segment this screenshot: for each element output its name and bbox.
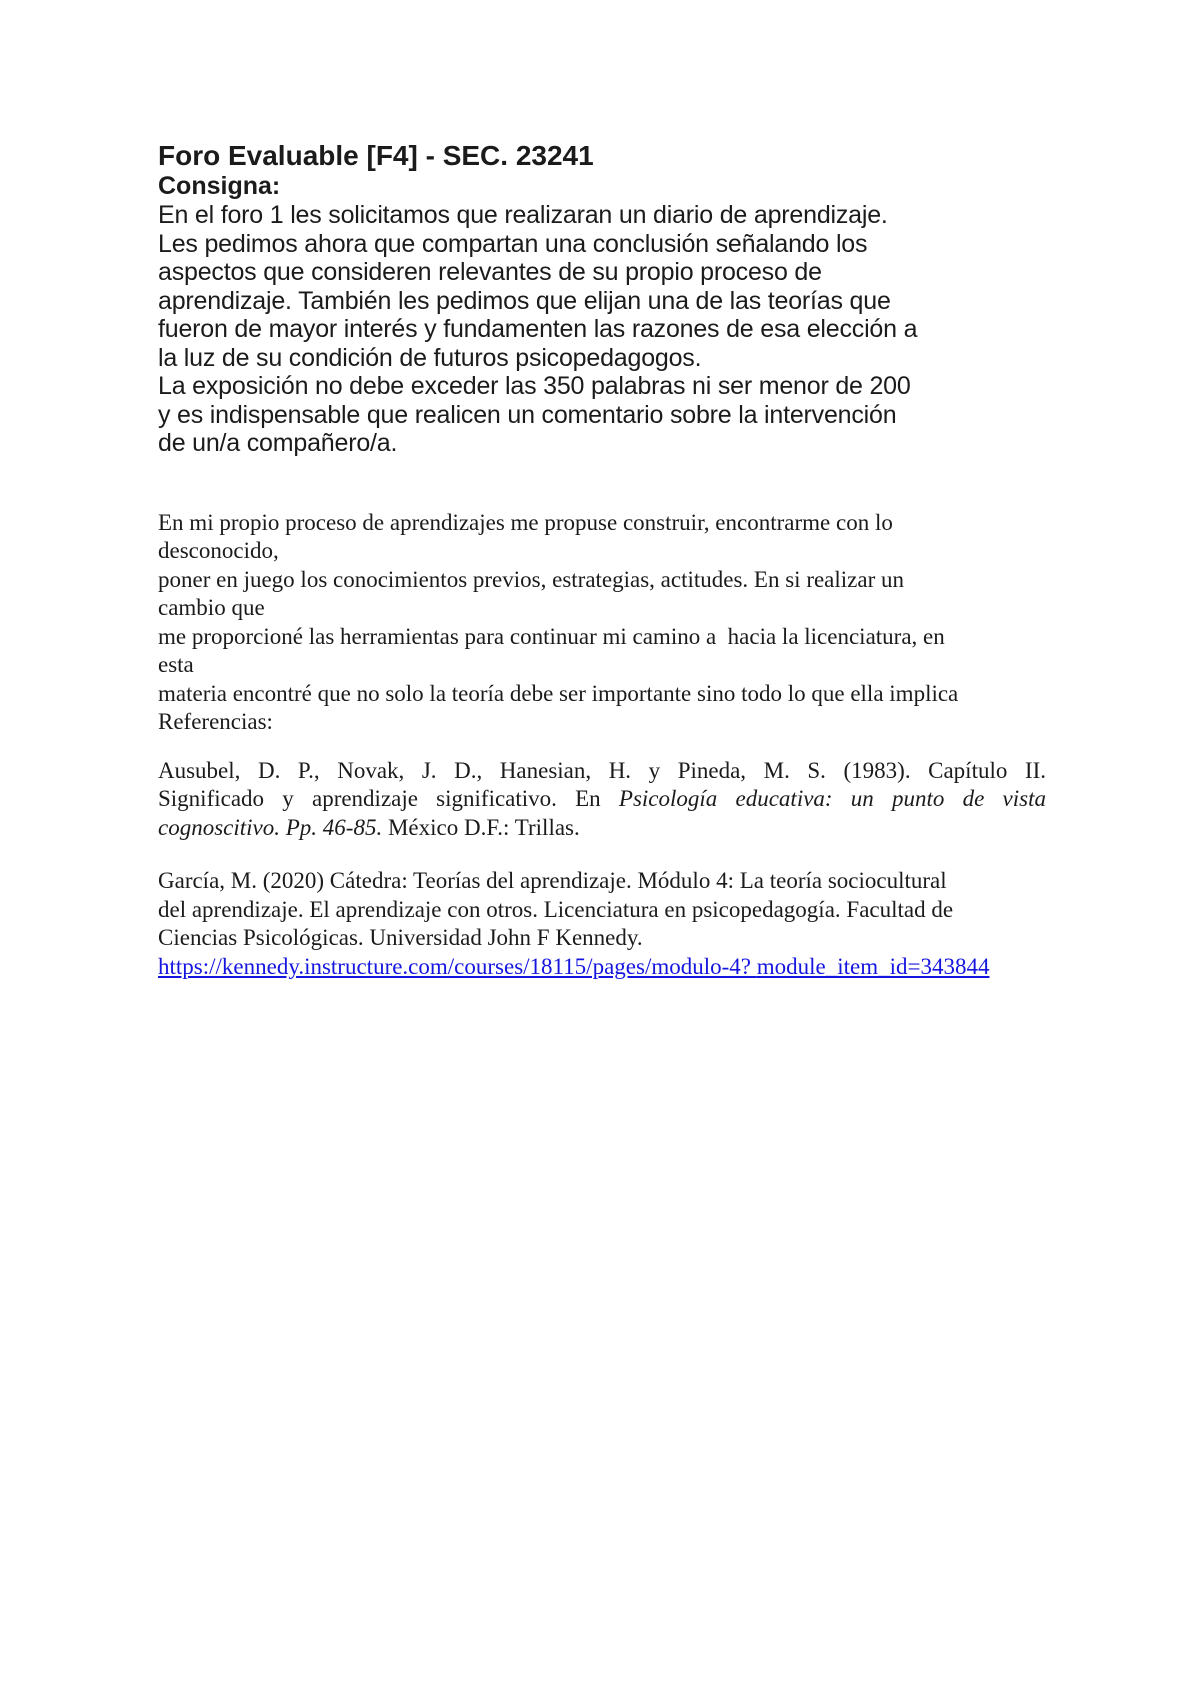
course-link[interactable] — [158, 953, 1046, 982]
response-line: poner en juego los conocimientos previos, estrategias, actitudes. En si realizar un — [158, 566, 904, 592]
response-line: me proporcioné las herramientas para continuar mi camino a hacia la licenciatura, en — [158, 623, 945, 649]
document-content — [158, 140, 1046, 981]
reference-line: del aprendizaje. El aprendizaje con otros. Licenciatura en psicopedagogía. Facultad de — [158, 896, 954, 922]
reference-line — [158, 785, 1046, 814]
course-link-line-1[interactable]: https://kennedy.instructure.com/courses/18115/pages/modulo-4? — [158, 953, 751, 979]
reference-line: García, M. (2020) Cátedra: Teorías del aprendizaje. Módulo 4: La teoría sociocultural — [158, 868, 947, 893]
consigna-label: Consigna: — [158, 172, 281, 200]
reference-line: Ausubel, D. P., Novak, J. D., Hanesian, H. y Pineda, M. S. (1983). Capítulo II. — [158, 757, 1046, 783]
response-line: desconocido, — [158, 538, 279, 563]
response-line: esta — [158, 652, 194, 677]
consigna-line: fueron de mayor interés y fundamenten las razones de esa elección a — [158, 315, 918, 343]
reference-line — [158, 814, 1046, 843]
reference-text: Significado y aprendizaje significativo. En — [158, 786, 619, 811]
reference-line: Ciencias Psicológicas. Universidad John F Kennedy. — [158, 925, 643, 950]
references-label: Referencias: — [158, 709, 273, 734]
book-title-italic: Psicología educativa: un punto de vista — [618, 786, 1046, 811]
page-title: Foro Evaluable [F4] - SEC. 23241 — [158, 140, 594, 171]
consigna-line: de un/a compañero/a. — [158, 429, 398, 457]
consigna-line: En el foro 1 les solicitamos que realizaran un diario de aprendizaje. — [158, 201, 888, 229]
garcia-reference — [158, 867, 1046, 981]
student-response-paragraph — [158, 509, 1046, 737]
consigna-line: Les pedimos ahora que compartan una conclusión señalando los — [158, 229, 868, 258]
reference-text: México D.F.: Trillas. — [382, 814, 580, 840]
consigna-line: La exposición no debe exceder las 350 palabras ni ser menor de 200 — [158, 372, 911, 400]
consigna-line: y es indispensable que realicen un comentario sobre la intervención — [158, 400, 897, 429]
consigna-line: la luz de su condición de futuros psicopedagogos. — [158, 343, 702, 372]
ausubel-reference — [158, 757, 1046, 843]
book-title-italic: cognoscitivo. Pp. 46-85. — [158, 814, 383, 840]
consigna-line: aspectos que consideren relevantes de su propio proceso de — [158, 258, 822, 286]
consigna-line: aprendizaje. También les pedimos que elijan una de las teorías que — [158, 286, 891, 315]
response-line: materia encontré que no solo la teoría debe ser importante sino todo lo que ella implica — [158, 680, 959, 706]
response-line: cambio que — [158, 595, 265, 620]
response-line: En mi propio proceso de aprendizajes me propuse construir, encontrarme con lo — [158, 509, 893, 535]
course-link-line-2[interactable]: module_item_id=343844 — [756, 953, 990, 979]
consigna-paragraph — [158, 201, 1046, 458]
